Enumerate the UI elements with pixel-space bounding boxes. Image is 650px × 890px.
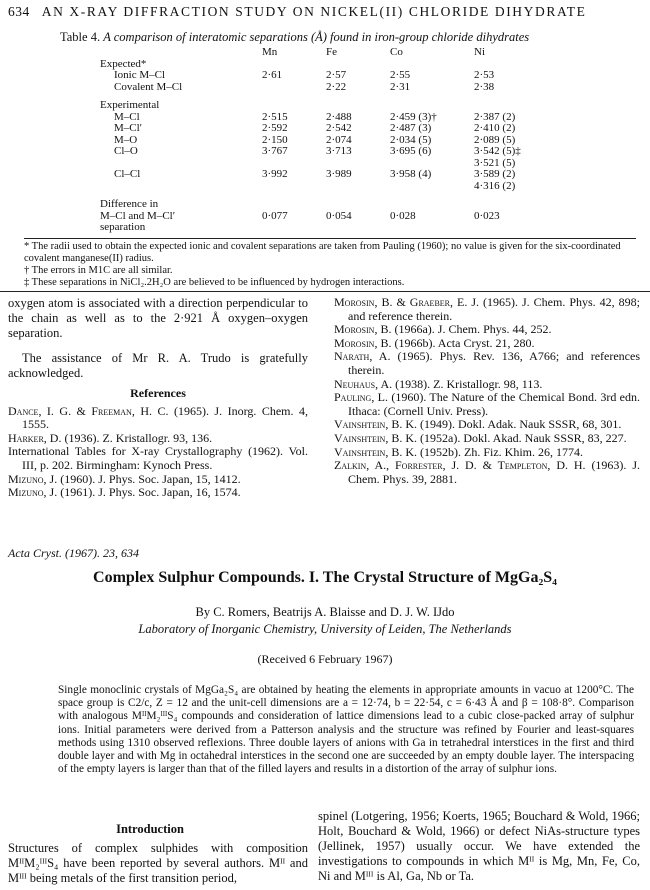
table-cell: 2·38 [474,80,495,93]
reference-authors: Mizuno, J. [8,485,58,500]
reference-authors: Morosin, B. [334,322,392,337]
table-footnotes [24,241,634,289]
reference-details: (1965). Phys. Rev. 136, A766; and references therein. [348,349,641,377]
table-cell: 2·410 (2) [474,122,516,134]
reference-entry [334,432,640,446]
reference-authors: Pauling, L. [334,390,388,405]
article-title: Complex Sulphur Compounds. I. The Crystal Structure of MgGa₂S₄ [93,569,557,586]
table-cell: Expected* [100,57,147,70]
table-cell: 2·150 [262,133,288,146]
intro-left-text: Structures of complex sulphides with composition MᴵᴵM₂ᴵᴵᴵS₄ have been reported by several authors. Mᴵᴵ and Mᴵᴵᴵ being metals of the first transition period, [8,841,308,885]
table-row [100,169,538,181]
table-cell: 2·387 (2) [474,110,516,123]
table-cell: 2·515 [262,110,288,123]
article-citation: Acta Cryst. (1967). 23, 634 [8,546,139,560]
reference-entry [8,486,308,500]
footnote-star: * The radii used to obtain the expected ionic and covalent separations are taken from Pauling (1960); no value is given for the six-coordinated covalent manganese(II) radius. [24,241,621,264]
table-cell: 3·989 [326,168,352,180]
reference-details: (1965). J. Chem. Phys. 42, 898; and reference therein. [348,295,640,323]
table-cell: 2·089 (5) [474,133,516,146]
article-abstract: Single monoclinic crystals of MgGa₂S₄ are obtained by heating the elements in appropriate amounts in vacuo at 1200°C. The space group is C2/c, Z = 12 and the unit-cell dimensions are a = 12·74, b = 22·54, c = 6·43 Å and β = 108·8°. Comparison with analogous MᴵᴵM₂ᴵᴵᴵS₄ compounds and consideration of lattice dimensions lead to a cubic close-packed array of sulphur ions. Initial parameters were derived from a Patterson analysis and the structure was refined by Fourier and least-squares methods using 1310 observed reflexions. Three double layers of anions with Ga in tetrahedral interstices in the first and third double layer and with Mg in octahedral interstices in the second one are succeeded by an empty double layer. The interspacing of the empty layers is larger than that of the filled layers and results in a distortion of the array of sulphur ions. [58,684,634,776]
reference-entry [334,337,640,351]
table-cell: Ni [474,46,485,58]
table-cell: 3·589 (2) [474,168,516,180]
table-cell: M–Cl [114,110,140,123]
interatomic-table [100,47,538,234]
footnote-double-dagger: ‡ These separations in NiCl₂.2H₂O are believed to be influenced by hydrogen interactions. [24,277,405,288]
table-caption [60,30,529,45]
table-row [100,112,538,124]
reference-authors: Mizuno, J. [8,471,58,486]
table-row [100,123,538,135]
reference-authors: Morosin, B. [334,335,392,350]
reference-details: (1961). J. Phys. Soc. Japan, 16, 1574. [57,485,241,500]
table-cell: separation [100,221,146,233]
reference-details: (1960). The Nature of the Chemical Bond. 3rd edn. Ithaca: (Cornell Univ. Press). [348,390,640,418]
table-cell: 4·316 (2) [474,179,516,192]
intro-right-text: spinel (Lotgering, 1956; Koerts, 1965; Bouchard & Wold, 1966; Holt, Bouchard & Wold, 1966) or defect NiAs-structure types (Jellinek, 1957) usually occur. We have extended the investigations to compounds in which Mᴵᴵ is Mg, Mn, Fe, Co, Ni and Mᴵᴵᴵ is Al, Ga, Nb or Ta. [318,809,640,883]
reference-details: (1966b). Acta Cryst. 21, 280. [391,335,535,350]
table-cell: 2·55 [390,69,411,81]
table-row [100,181,538,193]
article-authors: By C. Romers, Beatrijs A. Blaisse and D. J. W. IJdo [195,605,455,619]
table-cell: 2·53 [474,69,495,81]
table-row [100,93,538,100]
table-cell: M–O [114,133,138,146]
table-cell: Experimental [100,99,160,111]
table-cell: M–Cl and M–Cl′ [100,209,176,222]
table-cell: 2·459 (3)† [390,110,437,123]
table-cell: 0·077 [262,209,288,222]
table-cell: 3·713 [326,145,352,157]
reference-entry [334,323,640,337]
table-cell: Cl–O [114,145,138,157]
table-cell: 3·695 (6) [390,145,432,157]
reference-entry [334,296,640,323]
left-references [8,405,308,500]
table-cell: Co [390,46,403,58]
reference-entry [334,378,640,392]
reference-details: International Tables for X-ray Crystallography (1962). Vol. III, p. 202. Birmingham: Kynoch Press. [8,444,308,472]
table-row [100,146,538,158]
reference-entry [334,418,640,432]
table-cell: 0·054 [326,209,352,222]
table-cell: 2·57 [326,69,347,81]
table-row [100,135,538,147]
table-label: Table 4. [60,30,101,44]
table-cell: 2·22 [326,80,347,93]
table-row [100,211,538,223]
table-cell: 3·542 (5)‡ [474,145,521,157]
right-references [334,296,640,486]
reference-authors: Vainshtein, B. K. [334,444,417,459]
introduction-heading: Introduction [116,822,184,836]
reference-entry [8,473,308,487]
reference-entry [334,446,640,460]
reference-entry [334,350,640,377]
reference-details: (1949). Dokl. Adak. Nauk SSSR, 68, 301. [417,417,622,432]
reference-authors: Neuhaus, A. [334,376,393,391]
table-cell: Mn [262,46,278,58]
reference-details: (1963). J. Chem. Phys. 39, 2881. [348,458,640,486]
reference-entry [334,459,640,486]
table-row [100,192,538,199]
table-cell: 2·487 (3) [390,122,432,134]
reference-authors: Morosin, B. & Graeber, E. J. [334,295,479,309]
table-cell: 3·958 (4) [390,168,432,180]
left-column [8,296,308,500]
reference-authors: Vainshtein, B. K. [334,417,417,432]
table-cell: 2·034 (5) [390,133,432,146]
table-row [100,59,538,71]
closing-paragraph: oxygen atom is associated with a direction perpendicular to the chain as well as to the 2·921 Å oxygen–oxygen separation. [8,296,308,340]
table-cell: Covalent M–Cl [114,80,183,93]
table-row [100,222,538,234]
acknowledgement: The assistance of Mr R. A. Trudo is gratefully acknowledged. [8,351,308,380]
table-cell: 2·542 [326,122,352,134]
reference-authors: Narath, A. [334,349,391,364]
table-row [100,158,538,170]
reference-authors: Zalkin, A., Forrester, J. D. & Templeton, D. H. [334,458,586,473]
table-cell: 2·592 [262,122,288,134]
reference-details: (1966a). J. Chem. Phys. 44, 252. [391,322,552,337]
table-cell: Cl–Cl [114,168,141,180]
table-row [100,70,538,82]
table-cell: 2·488 [326,110,352,123]
footnote-dagger: † The errors in M1C are all similar. [24,265,173,276]
references-heading: References [130,386,186,400]
table-cell: 3·992 [262,168,288,180]
table-cell: Ionic M–Cl [114,69,166,81]
table-cell: 2·31 [390,80,411,93]
table-caption-text: A comparison of interatomic separations (Å) found in iron-group chloride dihydrates [103,30,530,44]
reference-authors: Harker, D. [8,430,62,445]
table-cell: M–Cl′ [114,122,143,134]
reference-details: (1965). J. Inorg. Chem. 4, 1555. [22,403,308,432]
running-title: AN X-RAY DIFFRACTION STUDY ON NICKEL(II) CHLORIDE DIHYDRATE [41,4,587,19]
table-cell: 3·521 (5) [474,156,516,169]
reference-details: (1938). Z. Kristallogr. 98, 113. [392,376,543,391]
reference-details: (1960). J. Phys. Soc. Japan, 15, 1412. [57,471,241,486]
right-column [334,296,640,486]
table-cell: 0·028 [390,209,416,222]
table-row [100,82,538,94]
table-cell: 3·767 [262,145,288,157]
table-bottom-rule [24,238,636,239]
table-cell: 2·61 [262,69,283,81]
section-rule [0,291,650,292]
table-row [100,47,538,59]
table-cell: 2·074 [326,133,352,146]
reference-authors: Dance, I. G. & Freeman, H. C. [8,403,169,418]
reference-entry [8,405,308,432]
reference-entry [334,391,640,418]
reference-details: (1952a). Dokl. Akad. Nauk SSSR, 83, 227. [417,430,627,445]
page-number: 634 [8,4,30,19]
running-header [8,4,587,20]
table-cell: Fe [326,46,337,58]
table-cell: Difference in [100,198,159,210]
reference-authors: Vainshtein, B. K. [334,430,417,445]
reference-details: (1936). Z. Kristallogr. 93, 136. [61,430,213,445]
table-row [100,100,538,112]
reference-details: (1952b). Zh. Fiz. Khim. 26, 1774. [417,444,583,459]
table-cell: 0·023 [474,209,500,222]
article-affiliation: Laboratory of Inorganic Chemistry, University of Leiden, The Netherlands [138,622,512,636]
reference-entry [8,445,308,472]
received-date: (Received 6 February 1967) [257,652,393,666]
reference-entry [8,432,308,446]
